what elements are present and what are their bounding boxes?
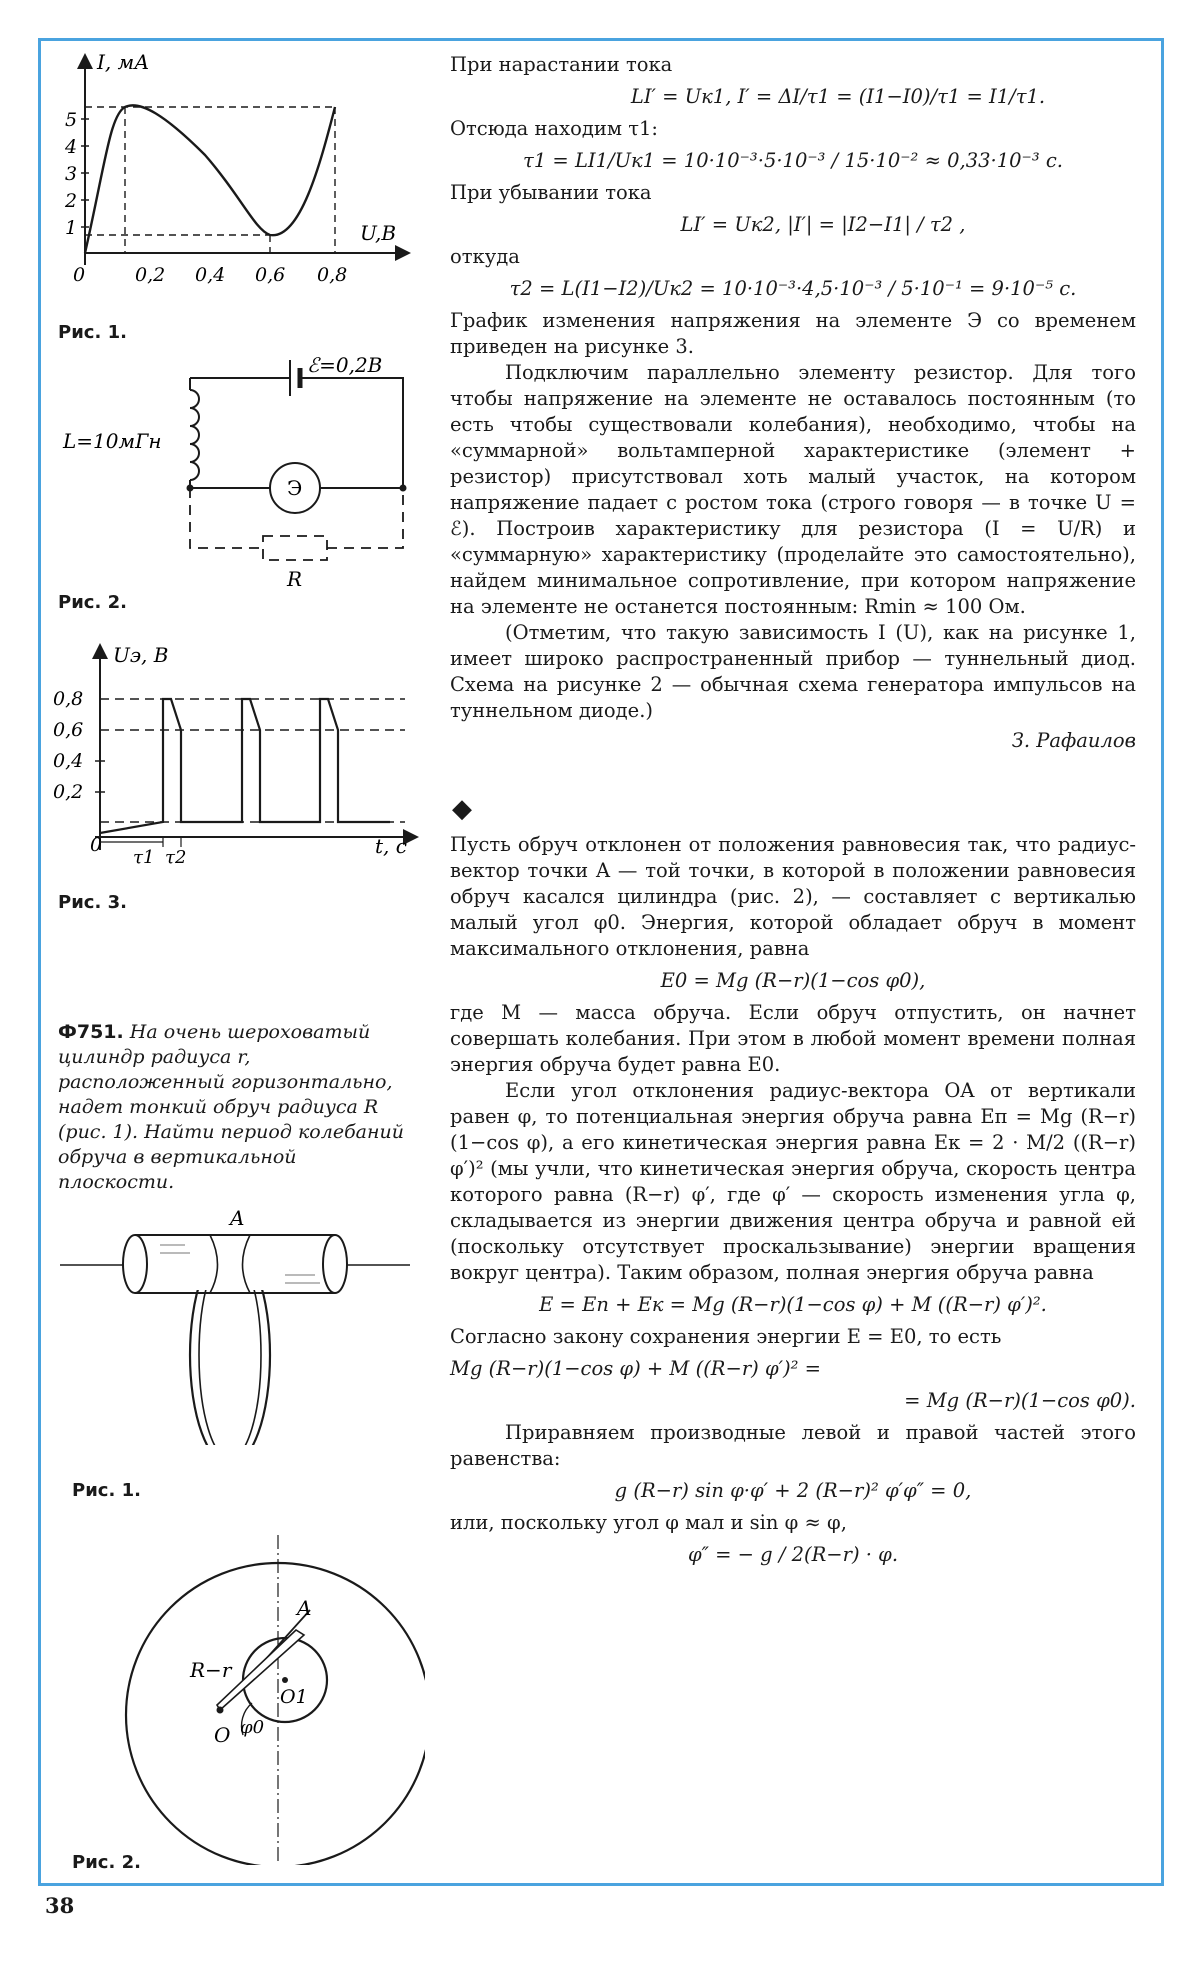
paragraph: При нарастании тока [450,53,673,76]
paragraph: откуда [450,245,520,268]
equation: E0 = Mg (R−r)(1−cos φ0), [660,969,926,992]
x-axis-label: t, с [375,834,407,858]
x-tick: 0,4 [195,264,226,286]
label-O: O [214,1723,231,1747]
figure-4-hoop-cylinder [60,1205,425,1445]
x-tick: 0 [73,264,86,286]
emf-label: ℰ=0,2В [307,353,383,377]
y-tick: 4 [65,136,78,158]
problem-statement [58,1020,413,1195]
equation: = Mg (R−r)(1−cos φ0). [904,1389,1136,1412]
x-tick: 0,2 [135,264,166,286]
y-tick: 1 [65,217,78,239]
figure-2-caption: Рис. 2. [58,592,127,613]
y-tick: 3 [65,163,78,185]
paragraph: Приравняем производные левой и правой частей этого равенства: [450,1421,1136,1470]
figure-3-voltage-time [45,635,425,870]
paragraph: Если угол отклонения радиус-вектора OA от вертикали равен φ, то потенциальная энергия обруча равна Eп = Mg (R−r)(1−cos φ), а его кинетическая энергия равна Eк = 2 · M/2 ((R−r) φ′)² (мы учли, что кинетическая энергия обруча, скорость центра которого равна (R−r) φ′, где φ′ — скорость изменения угла φ, складывается из энергии движения центра обруча и равной ей (поскольку отсутствует проскальзывание) энергии вращения вокруг центра). Таким образом, полная энергия обруча равна [450,1079,1136,1284]
y-tick: 0,4 [53,750,84,772]
section-diamond-icon: ◆ [452,794,472,824]
y-axis-label: I, мА [97,50,150,74]
equation: g (R−r) sin φ·φ′ + 2 (R−r)² φ′φ″ = 0, [614,1479,972,1502]
origin-label: 0 [90,834,103,856]
equation: E = Eп + Eк = Mg (R−r)(1−cos φ) + M ((R−r) φ′)². [539,1293,1047,1316]
figure-3-caption: Рис. 3. [58,892,127,913]
paragraph: Пусть обруч отклонен от положения равновесия так, что радиус-вектор точки A — той точки, в которой в положении равновесия обруч касался цилиндра (рис. 2), — составляет с вертикалью малый угол φ0. Энергия, которой обладает обруч в момент максимального отклонения, равна [450,833,1136,960]
x-tick: 0,8 [317,264,348,286]
problem-text: На очень шероховатый цилиндр радиуса r, расположенный горизонтально, надет тонкий обруч радиуса R (рис. 1). Найти период колебаний обруча в вертикальной плоскости. [58,1021,404,1193]
paragraph: где M — масса обруча. Если обруч отпустить, он начнет совершать колебания. При этом в любой момент времени полная энергия обруча будет равна E0. [450,1001,1136,1076]
right-column [450,52,1136,1574]
y-tick: 0,2 [53,781,84,803]
equation: Mg (R−r)(1−cos φ) + M ((R−r) φ′)² = [450,1357,821,1380]
iv-curve [85,105,335,253]
page-number: 38 [45,1893,75,1918]
point-A-label: A [230,1206,245,1230]
figure-1-caption: Рис. 1. [58,322,127,343]
equation: φ″ = − g / 2(R−r) · φ. [687,1543,899,1566]
figure-1-iv-graph [45,45,425,295]
paragraph: или, поскольку угол φ мал и sin φ ≈ φ, [450,1511,847,1534]
figure-5-caption: Рис. 2. [72,1852,141,1873]
label-R-minus-r: R−r [190,1658,232,1682]
figure-2-circuit [45,350,425,600]
paragraph: Отсюда находим τ1: [450,117,658,140]
label-A: A [297,1596,312,1620]
x-axis-label: U,В [360,221,397,245]
y-tick: 2 [65,190,78,212]
hoop-circle [126,1563,425,1865]
label-O1: O1 [280,1686,308,1708]
label-phi0: φ0 [240,1717,265,1738]
problem-number: Ф751. [58,1021,124,1043]
y-axis-label: Uэ, В [113,643,169,667]
paragraph: Согласно закону сохранения энергии E = E0, то есть [450,1325,1002,1348]
paragraph: При убывании тока [450,181,652,204]
paragraph: (Отметим, что такую зависимость I (U), как на рисунке 1, имеет широко распространенный прибор — туннельный диод. Схема на рисунке 2 — обычная схема генератора импульсов на туннельном диоде.) [450,621,1136,722]
figure-4-caption: Рис. 1. [72,1480,141,1501]
y-tick: 5 [65,109,78,131]
resistor-label: R [287,567,303,591]
element-label: Э [287,476,303,500]
tau1-label: τ1 [133,847,155,868]
x-tick: 0,6 [255,264,286,286]
y-tick: 0,6 [53,719,84,741]
inductor-label: L=10мГн [63,429,162,453]
author-signature: З. Рафаилов [1011,729,1136,752]
paragraph: График изменения напряжения на элементе Э со временем приведен на рисунке 3. [450,309,1136,358]
resistor-dashed [263,536,327,560]
paragraph: Подключим параллельно элементу резистор. Для того чтобы напряжение на элементе не оставалось постоянным (то есть чтобы существовали колебания), необходимо, чтобы на «суммарной» вольтамперной характеристике (элемент + резистор) присутствовал хоть малый участок, на котором напряжение падает с ростом тока (строго говоря — в точке U = ℰ). Построив характеристику для резистора (I = U/R) и «суммарную» характеристику (проделайте это самостоятельно), найдем минимальное сопротивление, при котором напряжение на элементе не останется постоянным: Rmin ≈ 100 Ом. [450,361,1136,618]
equation: τ1 = LI1/Uк1 = 10·10⁻³·5·10⁻³ / 15·10⁻² ≈ 0,33·10⁻³ с. [523,149,1063,172]
y-tick: 0,8 [53,688,84,710]
equation: LI′ = Uк1, I′ = ΔI/τ1 = (I1−I0)/τ1 = I1/τ1. [630,85,1046,108]
tau2-label: τ2 [165,847,187,868]
voltage-waveform [100,699,390,833]
equation: LI′ = Uк2, |I′| = |I2−I1| / τ2 , [680,213,966,236]
figure-5-geometry [60,1535,425,1865]
inductor-coil [190,390,199,480]
equation: τ2 = L(I1−I2)/Uк2 = 10·10⁻³·4,5·10⁻³ / 5·10⁻¹ = 9·10⁻⁵ с. [509,277,1077,300]
